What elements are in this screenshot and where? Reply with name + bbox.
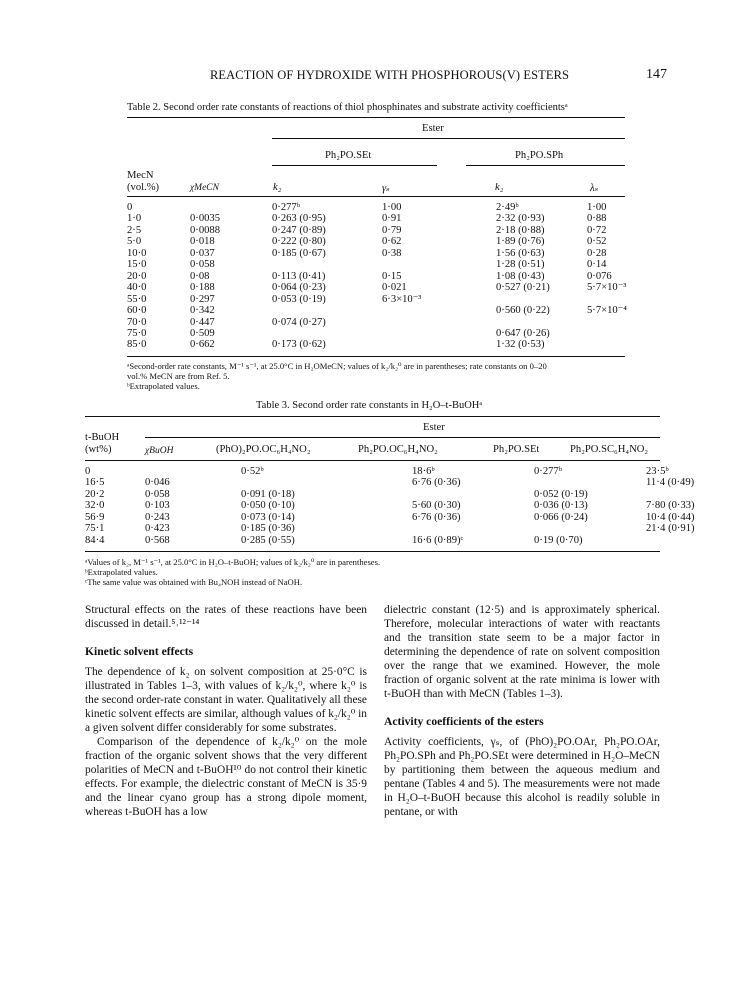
table2-cell [382,328,496,339]
table2-cell: 5·7×10⁻³ [587,282,627,294]
table2-cell: 40·0 [127,282,147,294]
table2-cell [382,339,496,350]
table3-cell: 16·5 [85,477,105,489]
table2-cell: 0·037 [190,247,215,259]
table3-footnote-c: ᶜThe same value was obtained with Bu₄NOH instead of NaOH. [85,577,303,587]
table2-col-k2-b: k₂ [495,182,504,193]
table2-header-rule [127,196,625,197]
table2-cell: 0·08 [190,270,210,282]
table2-cell: 10·0 [127,247,147,259]
table2-cell: 0·62 [382,236,402,248]
table2-cell [587,328,627,339]
table3-cell: 0·052 (0·19) [534,488,588,500]
table3-cell: 0·285 (0·55) [241,534,295,546]
table3-cell: 18·6ᵇ [412,466,435,477]
table3-cell: 21·4 (0·91) [646,523,695,535]
table3-footnote-a: ᵃValues of k₂, M⁻¹ s⁻¹, at 25.0°C in H₂O–t-BuOH; values of k₂/k₂⁰ are in parentheses. [85,557,381,567]
table2-footnotes [127,361,547,391]
table2-cell: 15·0 [127,259,147,271]
table2-cell: 0·72 [587,224,607,236]
table3-cell: 0·19 (0·70) [534,534,583,546]
table2-cell: 0·018 [190,236,215,248]
table2-cell: 0·15 [382,270,402,282]
left-para-3: Comparison of the dependence of k₂/k₂⁰ on the mole fraction of the organic solvent shows that the very different polarities of MeCN and t-BuOH¹⁰ do not control their kinetic effects. For example, the dielectric constant of MeCN is 35·9 and the linear cyano group has a strong dipole moment, whereas t-BuOH has a low [85,736,367,818]
table2-row [127,202,627,213]
table2-cell: 1·32 (0·53) [496,339,545,351]
table2-cell: 0·297 [190,293,215,305]
table3-cell: 0·066 (0·24) [534,511,588,523]
table3-cell [646,535,695,546]
table2-cell [272,259,382,270]
table3-cell: 11·4 (0·49) [646,477,695,489]
table2-row [127,248,627,259]
table2-cell: 0·222 (0·80) [272,236,326,248]
table2-cell [272,328,382,339]
table2-col-k2-a: k₂ [273,182,282,193]
table3-cell: 5·60 (0·30) [412,500,461,512]
table2-cell: 0·38 [382,247,402,259]
table2-row [127,317,627,328]
table2-row [127,271,627,282]
table2-row [127,282,627,293]
table2-cell: 75·0 [127,327,147,339]
table3-cell: 7·80 (0·33) [646,500,695,512]
table2-cell: 0·074 (0·27) [272,316,326,328]
table2-cell: 85·0 [127,339,147,351]
table3-cell: 56·9 [85,511,105,523]
table3-caption: Table 3. Second order rate constants in H₂O–t-BuOHᵃ [256,400,483,411]
right-column [384,603,660,819]
table3-footnotes [85,557,380,587]
table2-body [127,202,627,351]
table2-cell: 0·076 [587,270,612,282]
table2-row [127,294,627,305]
table3-cell [145,466,241,477]
table3-cell: 0·568 [145,534,170,546]
table2-cell: 0·88 [587,213,607,225]
table2-cell: 0·064 (0·23) [272,282,326,294]
table2-cell: 70·0 [127,316,147,328]
section-heading-kinetic: Kinetic solvent effects [85,645,194,658]
table2-cell: 2·5 [127,224,142,236]
table2-row [127,236,627,247]
table2-cell: 5·0 [127,236,142,248]
table3-cell: 10·4 (0·44) [646,511,695,523]
table3-col-phosphinate: Ph₂PO.OC₆H₄NO₂ [358,444,438,455]
table3-cell: 0·103 [145,500,170,512]
table3-cell: 0·050 (0·10) [241,500,295,512]
table2-col-gamma: γₛ [382,183,390,194]
table2-cell: 1·00 [382,202,402,213]
table2-cell: 6·3×10⁻³ [382,293,422,305]
table2-cell: 0·185 (0·67) [272,247,326,259]
section-heading-activity: Activity coefficients of the esters [384,715,544,728]
table2-cell: 0 [127,202,133,213]
table3-top-rule [85,416,660,417]
table2-cell: 2·49ᵇ [496,202,519,213]
table3-cell: 0·185 (0·36) [241,523,295,535]
table3-col-tbuoh: t-BuOH [85,432,120,443]
table3-col-sEt: Ph₂PO.SEt [493,444,540,455]
table3-col-chi: χBuOH [145,446,174,456]
table2-cell: 1·56 (0·63) [496,247,545,259]
table2-cell: 2·18 (0·88) [496,224,545,236]
table2-cell: 60·0 [127,305,147,317]
table3-cell [412,489,534,500]
table2-subheader-sEt: Ph₂PO.SEt [325,150,372,161]
table2-cell: 0·52 [587,236,607,248]
table2-cell: 0·509 [190,327,215,339]
table2-cell [382,305,496,316]
table2-cell: 0·0035 [190,213,221,225]
table2-group-header: Ester [422,123,444,134]
table3-cell: 0·046 [145,477,170,489]
table2-sub-rule-1 [272,165,437,166]
table3-cell: 23·5ᵇ [646,466,669,477]
table3-cell: 0·091 (0·18) [241,488,295,500]
table3-row [85,500,695,511]
table2-bottom-rule [127,356,625,357]
table2-cell [587,294,627,305]
table3-bottom-rule [85,551,660,552]
table2-cell: 0·021 [382,282,407,294]
table3-cell: 0·423 [145,523,170,535]
table2-subheader-sPh: Ph₂PO.SPh [515,150,564,161]
table3-col-phosphate: (PhO)₂PO.OC₆H₄NO₂ [216,444,311,455]
table3-cell: 0·058 [145,488,170,500]
table3-cell [241,477,412,488]
left-para-1: Structural effects on the rates of these reactions have been discussed in detail.⁵˒¹²⁻¹⁴ [85,604,367,630]
table2-cell [496,317,587,328]
table2-cell: 0·188 [190,282,215,294]
table2-cell [272,305,382,316]
table2-row [127,259,627,270]
table3-row [85,523,695,534]
table2-col-chi: χMeCN [190,183,219,193]
table3-cell [646,489,695,500]
table2-cell: 1·28 (0·51) [496,259,545,271]
table3-row [85,535,695,546]
table2-cell: 0·113 (0·41) [272,270,326,282]
table3-cell: 20·2 [85,488,105,500]
table2-cell: 0·058 [190,259,215,271]
table2-cell: 0·647 (0·26) [496,327,550,339]
table2-cell: 5·7×10⁻⁴ [587,305,627,317]
table2-cell [496,294,587,305]
table3-cell: 16·6 (0·89)ᶜ [412,534,464,546]
table2-cell: 0·447 [190,316,215,328]
table3-header-rule [85,460,660,461]
table2-cell: 20·0 [127,270,147,282]
table2-cell [382,259,496,270]
table3-col-sAr: Ph₂PO.SC₆H₄NO₂ [570,444,649,455]
table2-cell [587,317,627,328]
table2-row [127,328,627,339]
table2-cell: 0·277ᵇ [272,202,300,213]
table2-cell: 1·0 [127,213,142,225]
table3-cell: 0·073 (0·14) [241,511,295,523]
table2-footnote-a-cont: vol.% MeCN are from Ref. 5. [127,371,230,381]
table2-col-vol: (vol.%) [127,182,160,193]
table3-cell: 0·277ᵇ [534,466,562,477]
table3-cell: 0·52ᵇ [241,466,264,477]
table2-col-lambda: λₛ [590,183,599,194]
table3-group-header: Ester [423,422,445,433]
table2-top-rule [127,117,625,118]
table2-cell [190,202,272,213]
table2-caption: Table 2. Second order rate constants of reactions of thiol phosphinates and substrate activity coefficientsᵃ [127,102,568,113]
table3-cell: 84·4 [85,534,105,546]
table2-cell: 1·00 [587,202,607,213]
table2-cell: 55·0 [127,293,147,305]
table2-cell: 0·173 (0·62) [272,339,326,351]
right-para-2: Activity coefficients, γₛ, of (PhO)₂PO.OAr, Ph₂PO.OAr, Ph₂PO.SPh and Ph₂PO.SEt were determined in H₂O–MeCN by partitioning them between the aqueous medium and pentane (Tables 4 and 5). The measurements were not made in H₂O–t-BuOH because this alcohol is readily soluble in pentane, or with [384,736,660,818]
table2-footnote-b: ᵇExtrapolated values. [127,381,200,391]
table2-row [127,225,627,236]
table3-cell: 0 [85,466,91,477]
table2-row [127,213,627,224]
table3-row [85,489,695,500]
table3-cell: 6·76 (0·36) [412,477,461,489]
table2-cell: 2·32 (0·93) [496,213,545,225]
table3-cell: 0·036 (0·13) [534,500,588,512]
table3-cell: 32·0 [85,500,105,512]
table2-cell: 0·662 [190,339,215,351]
table3-cell [534,523,646,534]
table2-row [127,305,627,316]
table2-cell: 0·28 [587,247,607,259]
table3-row [85,512,695,523]
table2-cell: 0·560 (0·22) [496,305,550,317]
table3-col-wt: (wt%) [85,444,112,455]
table3-cell: 6·76 (0·36) [412,511,461,523]
table2-cell [587,339,627,350]
table2-cell: 1·08 (0·43) [496,270,545,282]
table3-cell [412,523,534,534]
table2-cell: 1·89 (0·76) [496,236,545,248]
table2-cell [382,317,496,328]
table2-cell: 0·0088 [190,224,221,236]
table2-cell: 0·14 [587,259,607,271]
table2-row [127,339,627,350]
table2-cell: 0·527 (0·21) [496,282,550,294]
table2-cell: 0·91 [382,213,402,225]
table2-cell: 0·053 (0·19) [272,293,326,305]
table2-cell: 0·79 [382,224,402,236]
table3-body [85,466,695,546]
table2-cell: 0·342 [190,305,215,317]
table2-col-mecn: MecN [127,170,154,181]
table3-cell: 75·1 [85,523,105,535]
table3-row [85,477,695,488]
table3-cell [534,477,646,488]
table3-row [85,466,695,477]
table3-cell: 0·243 [145,511,170,523]
table2-group-rule [272,138,625,139]
left-column [85,603,367,819]
page-number: 147 [646,67,667,82]
left-para-2: The dependence of k₂ on solvent composition at 25·0°C is illustrated in Tables 1–3, with values of k₂/k₂⁰, where k₂⁰ is the second order-rate constant in water. Qualitatively all these kinetic solvent effects are similar, although values of k₂/k₂⁰ in a given solvent differ considerably for some substrates. [85,666,367,734]
table2-footnote-a: ᵃSecond-order rate constants, M⁻¹ s⁻¹, at 25.0°C in H₂OMeCN; values of k₂/k₂⁰ are in parentheses; rate constants on 0–20 [127,361,547,371]
running-title: REACTION OF HYDROXIDE WITH PHOSPHOROUS(V) ESTERS [210,68,570,82]
table2-cell: 0·247 (0·89) [272,224,326,236]
table2-sub-rule-2 [466,165,625,166]
table3-group-rule [145,437,660,438]
table2-cell: 0·263 (0·95) [272,213,326,225]
right-para-1: dielectric constant (12·5) and is approximately spherical. Therefore, molecular interactions of water with reactants and the transition state seem to be a major factor in determining the dependence of rate on solvent composition over the range that we examined. However, the mole fraction of organic solvent at the rate minima is lower with t-BuOH than with MeCN (Tables 1–3). [384,604,660,700]
table3-footnote-b: ᵇExtrapolated values. [85,567,158,577]
